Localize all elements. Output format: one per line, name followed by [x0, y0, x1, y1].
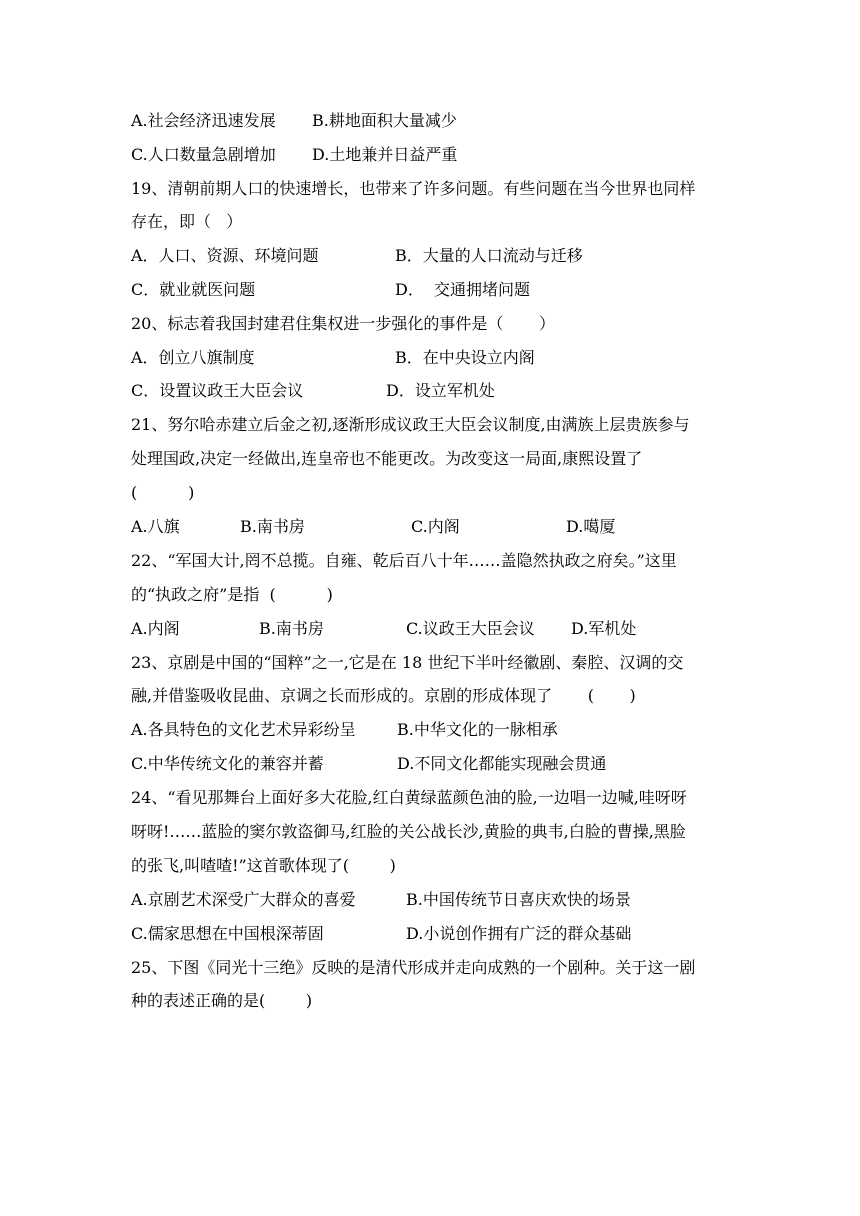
q24-stem-line-3: 的张飞,叫喳喳!”这首歌体现了( )	[131, 856, 396, 875]
q21-stem-line-3: ( )	[131, 483, 195, 502]
q18-option-b: B.耕地面积大量减少	[312, 111, 457, 130]
q23-option-d: D.不同文化都能实现融会贯通	[397, 754, 607, 773]
q22-option-d: D.军机处	[571, 619, 637, 638]
q21-option-c: C.内阁	[411, 517, 460, 536]
q23-option-b: B.中华文化的一脉相承	[397, 720, 558, 739]
q23-stem-line-2: 融,并借鉴吸收昆曲、京调之长而形成的。京剧的形成体现了 ( )	[131, 686, 636, 705]
q18-option-a: A.社会经济迅速发展	[131, 111, 276, 130]
q21-option-a: A.八旗	[131, 517, 180, 536]
q20-option-d: D．设立军机处	[386, 381, 495, 400]
q21-stem-line-2: 处理国政,决定一经做出,连皇帝也不能更改。为改变这一局面,康熙设置了	[131, 449, 643, 468]
q19-stem-line-1: 19、清朝前期人口的快速增长，也带来了许多问题。有些问题在当今世界也同样	[131, 179, 696, 198]
q21-option-d: D.噶厦	[566, 517, 616, 536]
q22-option-a: A.内阁	[131, 619, 180, 638]
q24-option-c: C.儒家思想在中国根深蒂固	[131, 924, 324, 943]
q24-option-d: D.小说创作拥有广泛的群众基础	[406, 924, 632, 943]
q23-stem-line-1: 23、京剧是中国的“国粹”之一,它是在 18 世纪下半叶经徽剧、秦腔、汉调的交	[131, 653, 684, 672]
q18-option-d: D.土地兼并日益严重	[312, 145, 458, 164]
q25-stem-line-1: 25、下图《同光十三绝》反映的是清代形成并走向成熟的一个剧种。关于这一剧	[131, 958, 696, 977]
q23-option-a: A.各具特色的文化艺术异彩纷呈	[131, 720, 356, 739]
q22-stem-line-1: 22、“军国大计,罔不总揽。自雍、乾后百八十年……盖隐然执政之府矣。”这里	[131, 551, 677, 570]
q23-option-c: C.中华传统文化的兼容并蓄	[131, 754, 324, 773]
q22-option-b: B.南书房	[259, 619, 324, 638]
q24-option-a: A.京剧艺术深受广大群众的喜爱	[131, 890, 356, 909]
q24-stem-line-1: 24、“看见那舞台上面好多大花脸,红白黄绿蓝颜色油的脸,一边唱一边喊,哇呀呀	[131, 788, 687, 807]
q20-option-b: B．在中央设立内阁	[395, 348, 535, 367]
q22-option-c: C.议政王大臣会议	[406, 619, 535, 638]
q21-stem-line-1: 21、努尔哈赤建立后金之初,逐渐形成议政王大臣会议制度,由满族上层贵族参与	[131, 415, 690, 434]
q19-stem-line-2: 存在，即（ ）	[131, 212, 243, 231]
q22-stem-line-2: 的“执政之府”是指 ( )	[131, 585, 333, 604]
q19-option-a: A．人口、资源、环境问题	[131, 246, 319, 265]
q19-option-b: B．大量的人口流动与迁移	[395, 246, 583, 265]
q24-stem-line-2: 呀呀!……蓝脸的窦尔敦盗御马,红脸的关公战长沙,黄脸的典韦,白脸的曹操,黑脸	[131, 822, 686, 841]
q20-option-a: A．创立八旗制度	[131, 348, 255, 367]
q19-option-d: D． 交通拥堵问题	[395, 280, 531, 299]
q25-stem-line-2: 种的表述正确的是( )	[131, 991, 313, 1010]
q19-option-c: C．就业就医问题	[131, 280, 256, 299]
q21-option-b: B.南书房	[240, 517, 305, 536]
q24-option-b: B.中国传统节日喜庆欢快的场景	[406, 890, 631, 909]
q20-stem: 20、标志着我国封建君住集权进一步强化的事件是（ ）	[131, 314, 555, 333]
q20-option-c: C．设置议政王大臣会议	[131, 381, 304, 400]
q18-option-c: C.人口数量急剧增加	[131, 145, 276, 164]
